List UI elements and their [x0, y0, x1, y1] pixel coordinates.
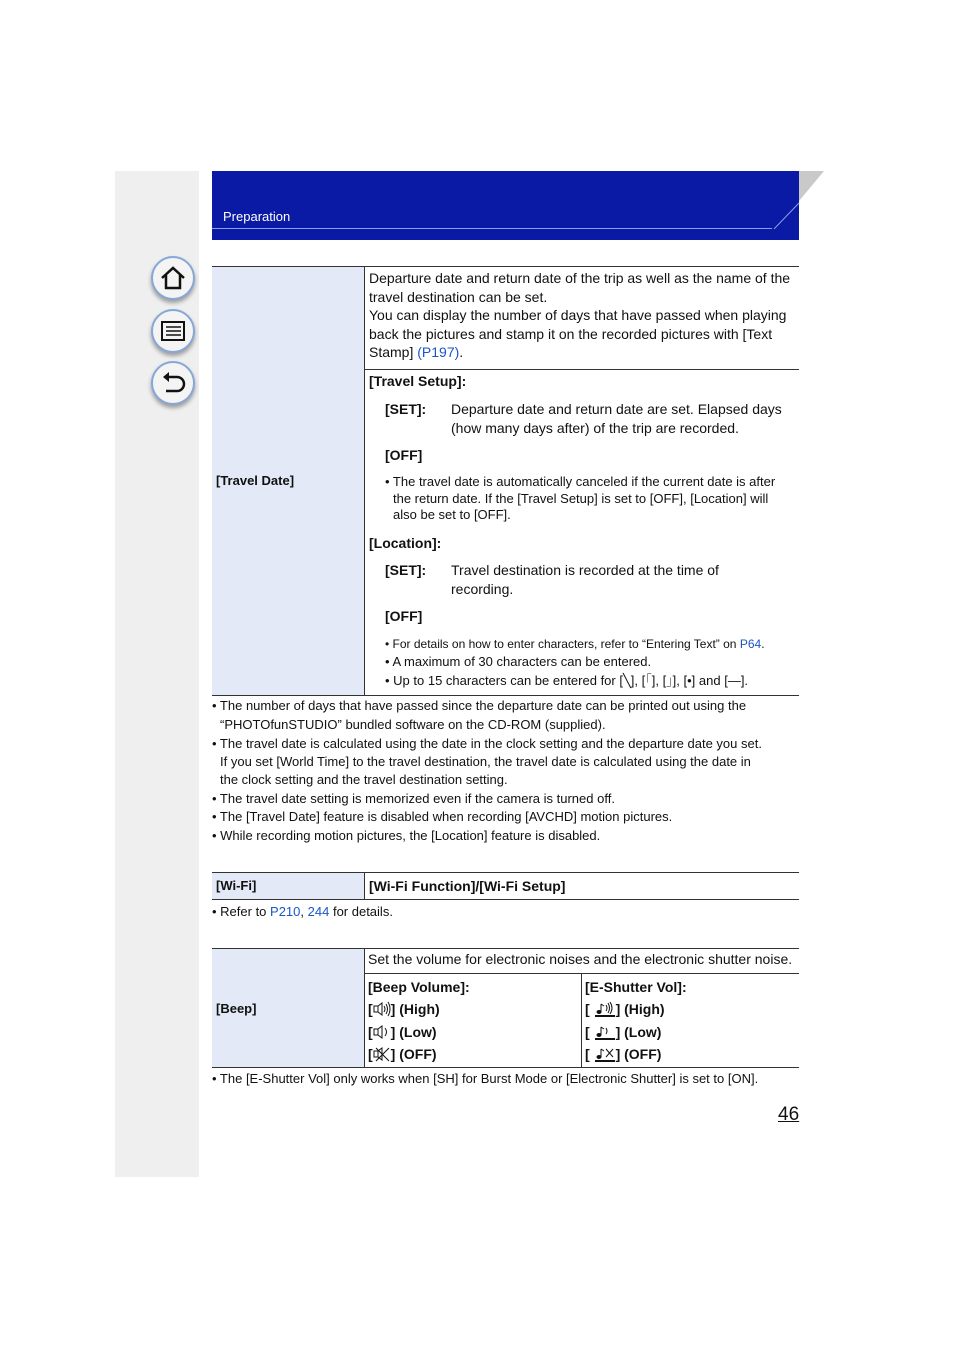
beep-volume-high: [ ] (High)	[368, 1001, 440, 1017]
p64-link[interactable]: P64	[739, 637, 762, 651]
travel-note-line: • The travel date is calculated using the date in the clock setting and the departure date you set.	[212, 736, 762, 751]
travel-note-line: the clock setting and the travel destination setting.	[220, 772, 508, 787]
location-set-desc: Travel destination is recorded at the time of recording.	[451, 562, 719, 597]
travel-set-desc: Departure date and return date are set. Elapsed days (how many days after) of the trip are recorded.	[451, 401, 782, 436]
travel-date-label: [Travel Date]	[212, 267, 365, 696]
travel-date-table	[212, 266, 799, 696]
travel-off-label: [OFF]	[385, 447, 423, 463]
home-icon[interactable]	[151, 256, 195, 300]
beep-label-cell	[212, 949, 365, 1067]
travel-set-label: [SET]:	[385, 401, 427, 417]
shutter-volume-title: [E-Shutter Vol]:	[585, 979, 687, 995]
wifi-label: [Wi-Fi]	[212, 873, 365, 900]
page-number: 46	[778, 1104, 800, 1125]
row-divider	[365, 973, 799, 974]
beep-desc: Set the volume for electronic noises and the electronic shutter noise.	[368, 951, 793, 967]
shutter-volume-low: [ ] (Low)	[585, 1024, 662, 1040]
location-note-1: • For details on how to enter characters, refer to “Entering Text” on P64.	[385, 637, 765, 651]
beep-volume-low: [ ] (Low)	[368, 1024, 437, 1040]
location-note-2: • A maximum of 30 characters can be entered.	[385, 654, 652, 669]
location-title: [Location]:	[369, 535, 442, 551]
location-set-label: [SET]:	[385, 562, 427, 578]
p210-link[interactable]: P210	[270, 904, 301, 919]
page-corner-decoration	[772, 171, 824, 229]
section-header	[212, 171, 799, 240]
wifi-value: [Wi-Fi Function]/[Wi-Fi Setup]	[365, 873, 800, 900]
back-arrow-icon[interactable]	[151, 361, 195, 405]
location-note-3: • Up to 15 characters can be entered for [╲], [「], [」], [•] and [—].	[385, 673, 749, 688]
beep-volume-title: [Beep Volume]:	[368, 979, 470, 995]
header-rule	[212, 228, 772, 229]
travel-note-line: • The number of days that have passed since the departure date can be printed out using the	[212, 698, 747, 713]
travel-note-line: • The [Travel Date] feature is disabled when recording [AVCHD] motion pictures.	[212, 809, 673, 824]
beep-volume-off: [ ] (OFF)	[368, 1046, 437, 1062]
beep-table	[212, 948, 799, 1068]
travel-intro-1: Departure date and return date of the trip as well as the name of the travel destination can be set.	[369, 270, 791, 305]
travel-intro-2: You can display the number of days that have passed when playing back the pictures and stamp it on the recorded pictures with [Text Stamp] (P197).	[369, 307, 787, 360]
travel-off-note: • The travel date is automatically canceled if the current date is after the return date. If the [Travel Setup] is set to [OFF], [Location] will also be set to [OFF].	[385, 474, 776, 522]
travel-date-content	[365, 267, 800, 696]
speaker-low-icon	[373, 1024, 391, 1040]
travel-setup-title: [Travel Setup]:	[369, 373, 467, 389]
location-off-label: [OFF]	[385, 608, 423, 624]
menu-list-icon[interactable]	[151, 309, 195, 353]
shutter-sound-low-icon	[594, 1024, 616, 1040]
travel-note-line: If you set [World Time] to the travel destination, the travel date is calculated using the date in	[220, 754, 751, 769]
p197-link[interactable]: (P197)	[417, 344, 460, 360]
travel-note-line: “PHOTOfunSTUDIO” bundled software on the CD-ROM (supplied).	[220, 717, 606, 732]
travel-note-line: • The travel date setting is memorized even if the camera is turned off.	[212, 791, 615, 806]
travel-note-line: • While recording motion pictures, the [Location] feature is disabled.	[212, 828, 601, 843]
p244-link[interactable]: 244	[307, 904, 330, 919]
speaker-mute-icon	[373, 1046, 391, 1062]
shutter-volume-off: [ ] (OFF)	[585, 1046, 662, 1062]
shutter-sound-off-icon	[594, 1046, 616, 1062]
col-divider	[581, 974, 582, 1067]
shutter-sound-high-icon	[594, 1001, 616, 1017]
wifi-table	[212, 872, 799, 900]
wifi-note: • Refer to P210, 244 for details.	[212, 904, 393, 919]
speaker-high-icon	[373, 1001, 391, 1017]
beep-label: [Beep]	[216, 1000, 257, 1016]
beep-note: • The [E-Shutter Vol] only works when [SH] for Burst Mode or [Electronic Shutter] is set to [ON].	[212, 1071, 759, 1086]
row-divider	[365, 369, 799, 370]
shutter-volume-high: [ ] (High)	[585, 1001, 665, 1017]
section-title: Preparation	[223, 209, 291, 224]
